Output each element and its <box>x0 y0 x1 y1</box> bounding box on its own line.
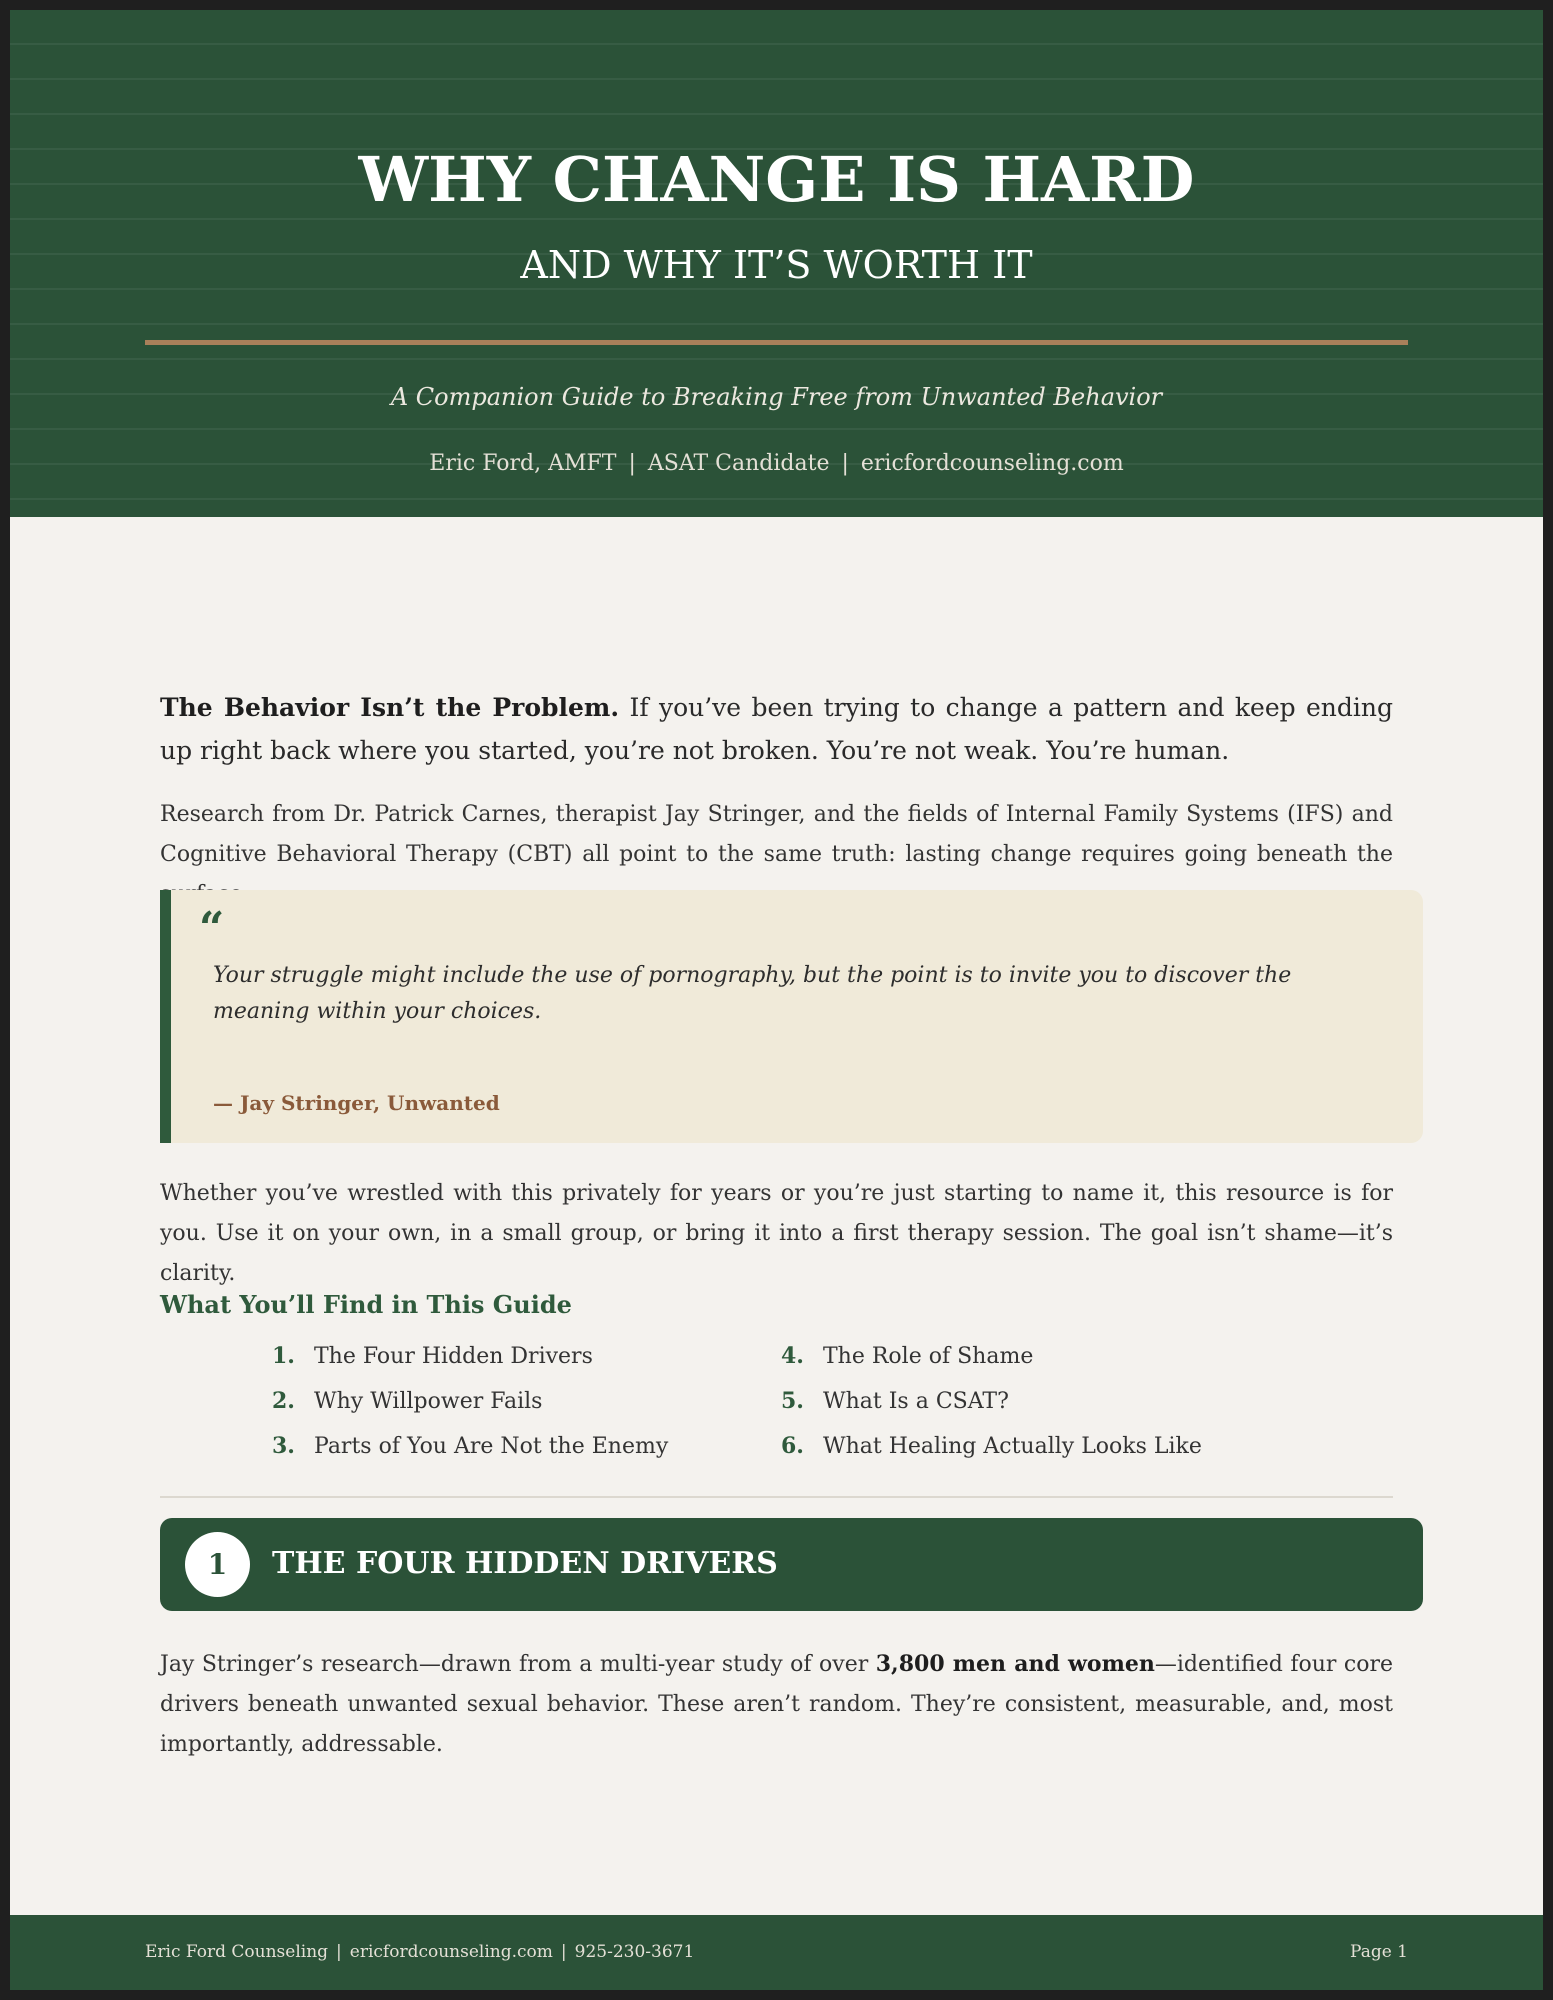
guide-item-label: Why Willpower Fails <box>314 1389 543 1414</box>
research-paragraph: Research from Dr. Patrick Carnes, therapist Jay Stringer, and the fields of Internal Family Systems (IFS) and Cognitive Behavioral Therapy (CBT) all point to the same truth: lasting change requires going beneath the <box>160 802 1393 867</box>
header-divider <box>145 340 1408 345</box>
page-title: WHY CHANGE IS HARD <box>358 143 1195 216</box>
section-text-end: —identified four core drivers beneath unwanted sexual behavior. These aren’t random. They’re consistent, measurable, and, most importantly, addressable. <box>160 1652 1393 1757</box>
intro-text: If you’ve been trying to change a pattern and keep ending up right back where you started, you’re not broken. You’re not weak. You’re human. <box>160 693 1394 765</box>
footer-website: ericfordcounseling.com <box>349 1942 553 1962</box>
guide-item <box>272 1429 772 1474</box>
header-credits: Eric Ford, AMFT | ASAT Candidate | ericfordcounseling.com <box>429 451 1124 476</box>
page-number: Page 1 <box>1350 1942 1408 1962</box>
guide-item-number: 3. <box>272 1433 295 1459</box>
guide-item-label: The Four Hidden Drivers <box>314 1344 593 1369</box>
author-name: Eric Ford, AMFT <box>429 451 617 476</box>
header-banner <box>10 10 1543 517</box>
guide-item-number: 4. <box>781 1343 804 1369</box>
section-title: THE FOUR HIDDEN DRIVERS <box>272 1546 778 1581</box>
section-text-highlight: 3,800 men and women <box>875 1651 1155 1677</box>
quote-attribution: — Jay Stringer, Unwanted <box>213 1091 500 1115</box>
quote-mark-icon: “ <box>199 903 225 954</box>
quote-text: Your struggle might include the use of pornography, but the point is to invite you to discover the meaning within your choices. <box>213 963 1292 1024</box>
audience-paragraph: Whether you’ve wrestled with this privately for years or you’re just starting to name it, this resource is for you. Use it on your own, in a small group, or bring it into a first therapy session. The goal isn’t shame—it’s clarity. <box>160 1181 1393 1286</box>
header-tagline: A Companion Guide to Breaking Free from Unwanted Behavior <box>390 383 1163 411</box>
page-footer <box>10 1915 1543 1990</box>
guide-list-left <box>272 1339 772 1474</box>
intro-paragraph <box>160 686 1393 772</box>
section-paragraph <box>160 1644 1393 1765</box>
document-page <box>10 10 1543 1990</box>
footer-contact: Eric Ford Counseling | ericfordcounseling.com | 925-230-3671 <box>145 1942 695 1962</box>
intro-lead: The Behavior Isn’t the Problem. <box>160 693 620 722</box>
guide-heading: What You’ll Find in This Guide <box>160 1290 572 1319</box>
page-subtitle: AND WHY IT’S WORTH IT <box>520 243 1033 287</box>
section-divider <box>160 1496 1393 1498</box>
guide-item <box>781 1384 1281 1429</box>
guide-item <box>272 1384 772 1429</box>
guide-item <box>272 1339 772 1384</box>
guide-item-number: 2. <box>272 1388 295 1414</box>
footer-phone: 925-230-3671 <box>574 1942 695 1962</box>
section-text-start: Jay Stringer’s research—drawn from a multi-year study of over <box>160 1652 876 1677</box>
guide-item-label: What Healing Actually Looks Like <box>823 1434 1202 1459</box>
section-number-badge: 1 <box>185 1532 250 1597</box>
guide-item-label: What Is a CSAT? <box>823 1389 1009 1414</box>
guide-item-number: 1. <box>272 1343 295 1369</box>
guide-item-label: Parts of You Are Not the Enemy <box>314 1434 669 1459</box>
guide-item-number: 5. <box>781 1388 804 1414</box>
guide-list-right <box>781 1339 1281 1474</box>
guide-item-label: The Role of Shame <box>823 1344 1034 1369</box>
guide-item <box>781 1429 1281 1474</box>
author-credential: ASAT Candidate <box>647 451 830 476</box>
guide-item <box>781 1339 1281 1384</box>
author-website: ericfordcounseling.com <box>860 451 1124 476</box>
pull-quote <box>160 890 1423 1143</box>
section-header <box>160 1518 1423 1611</box>
guide-item-number: 6. <box>781 1433 804 1459</box>
footer-practice: Eric Ford Counseling <box>145 1942 329 1962</box>
